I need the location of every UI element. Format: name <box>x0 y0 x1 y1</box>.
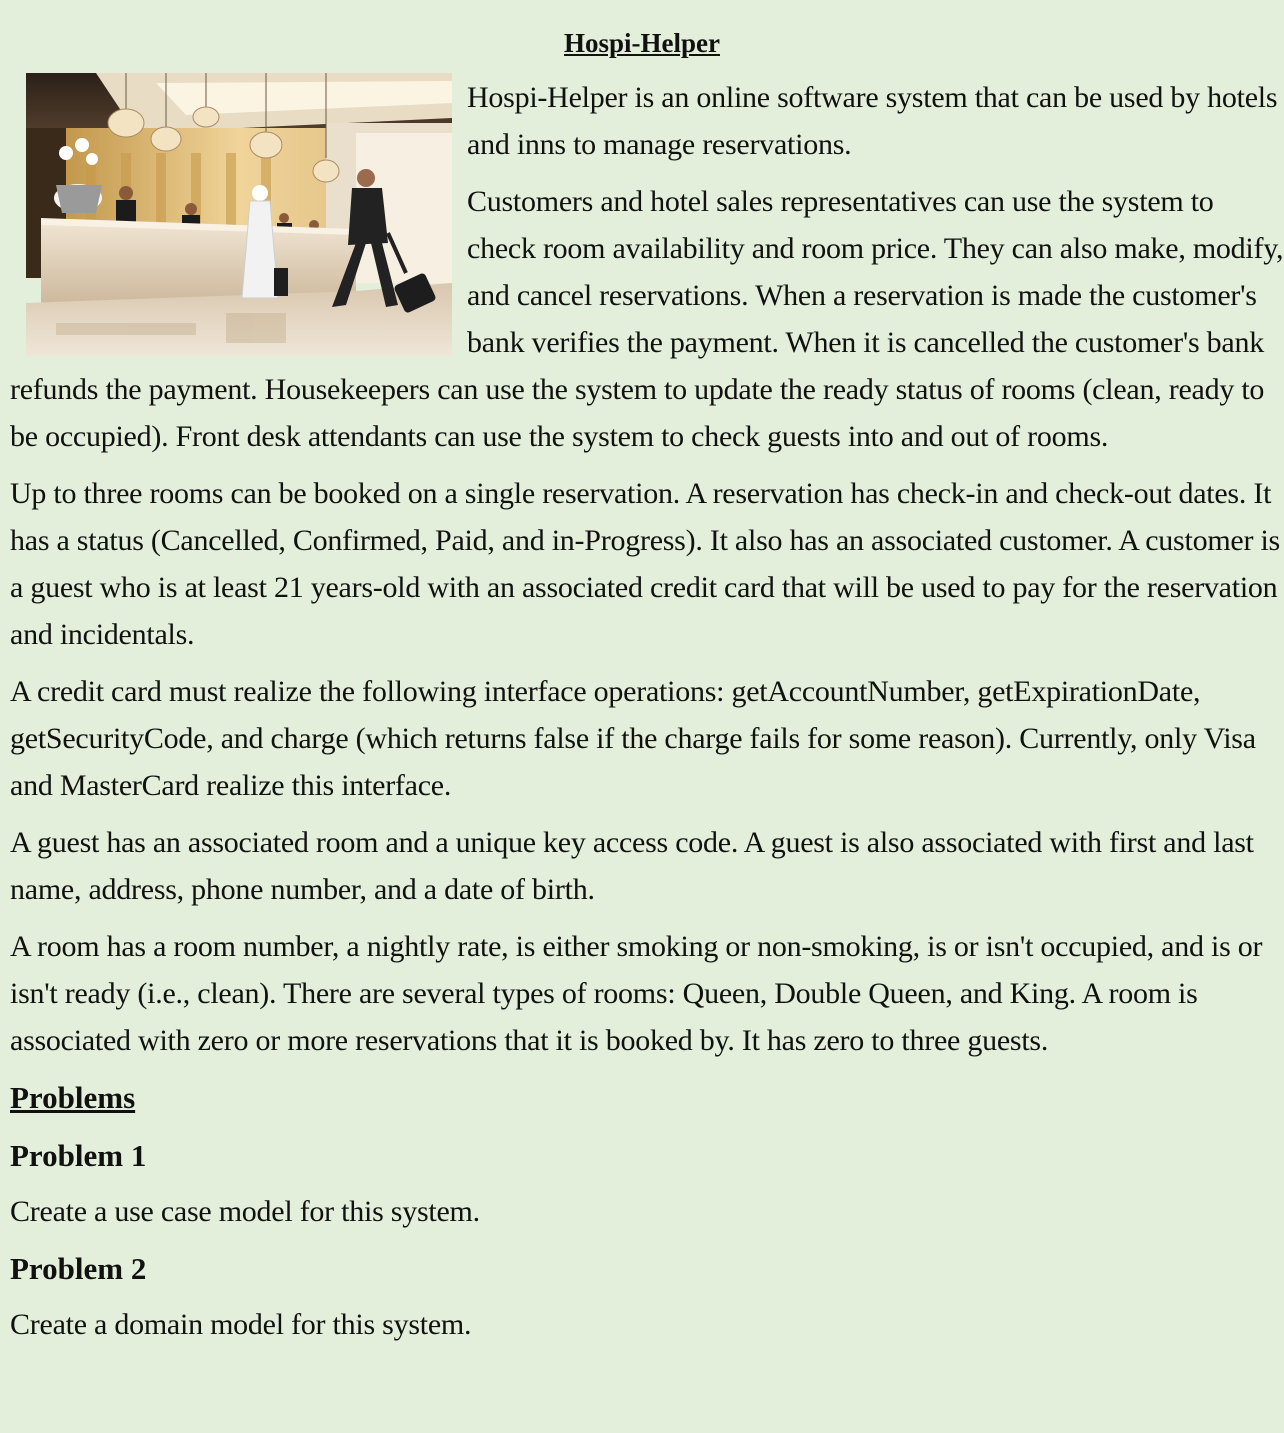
reservation-paragraph: Up to three rooms can be booked on a single reservation. A reservation has check-in and check-out dates. It has a status (Cancelled, Confirmed, Paid, and in-Progress). It also has an associated customer. A customer is a guest who is at least 21 years-old with an associated credit card that will be used to pay for the reservation and incidentals. <box>10 477 1280 651</box>
problem-1-text: Create a use case model for this system. <box>10 1195 480 1228</box>
credit-card-paragraph: A credit card must realize the following interface operations: getAccountNumber, getExpirationDate, getSecurityCode, and charge (which returns false if the charge fails for some reason). Currently, only Visa and MasterCard realize this interface. <box>10 675 1256 802</box>
room-paragraph: A room has a room number, a nightly rate, is either smoking or non-smoking, is or isn't occupied, and is or isn't ready (i.e., clean). There are several types of rooms: Queen, Double Queen, and King. A room is associated with zero or more reservations that it is booked by. It has zero to three guests. <box>10 930 1263 1057</box>
document-body <box>10 74 1284 1358</box>
guest-paragraph: A guest has an associated room and a unique key access code. A guest is also associated with first and last name, address, phone number, and a date of birth. <box>10 826 1254 906</box>
problem-2-text: Create a domain model for this system. <box>10 1308 472 1341</box>
problems-heading: Problems <box>10 1080 136 1115</box>
intro-paragraph: Hospi-Helper is an online software system that can be used by hotels and inns to manage reservations. <box>467 81 1278 161</box>
problem-2-title: Problem 2 <box>10 1251 147 1286</box>
problem-1-title: Problem 1 <box>10 1138 147 1173</box>
page-title: Hospi-Helper <box>564 28 720 58</box>
hotel-lobby-illustration <box>26 73 452 356</box>
actors-paragraph: Customers and hotel sales representatives can use the system to check room availability and room price. They can also make, modify, and cancel reservations. When a reservation is made the customer's bank verifies the payment. When it is cancelled the customer's bank refunds the payment. Housekeepers can use the system to update the ready status of rooms (clean, ready to be occupied). Front desk attendants can use the system to check guests into and out of rooms. <box>10 185 1284 453</box>
hotel-lobby-photo <box>26 73 452 356</box>
